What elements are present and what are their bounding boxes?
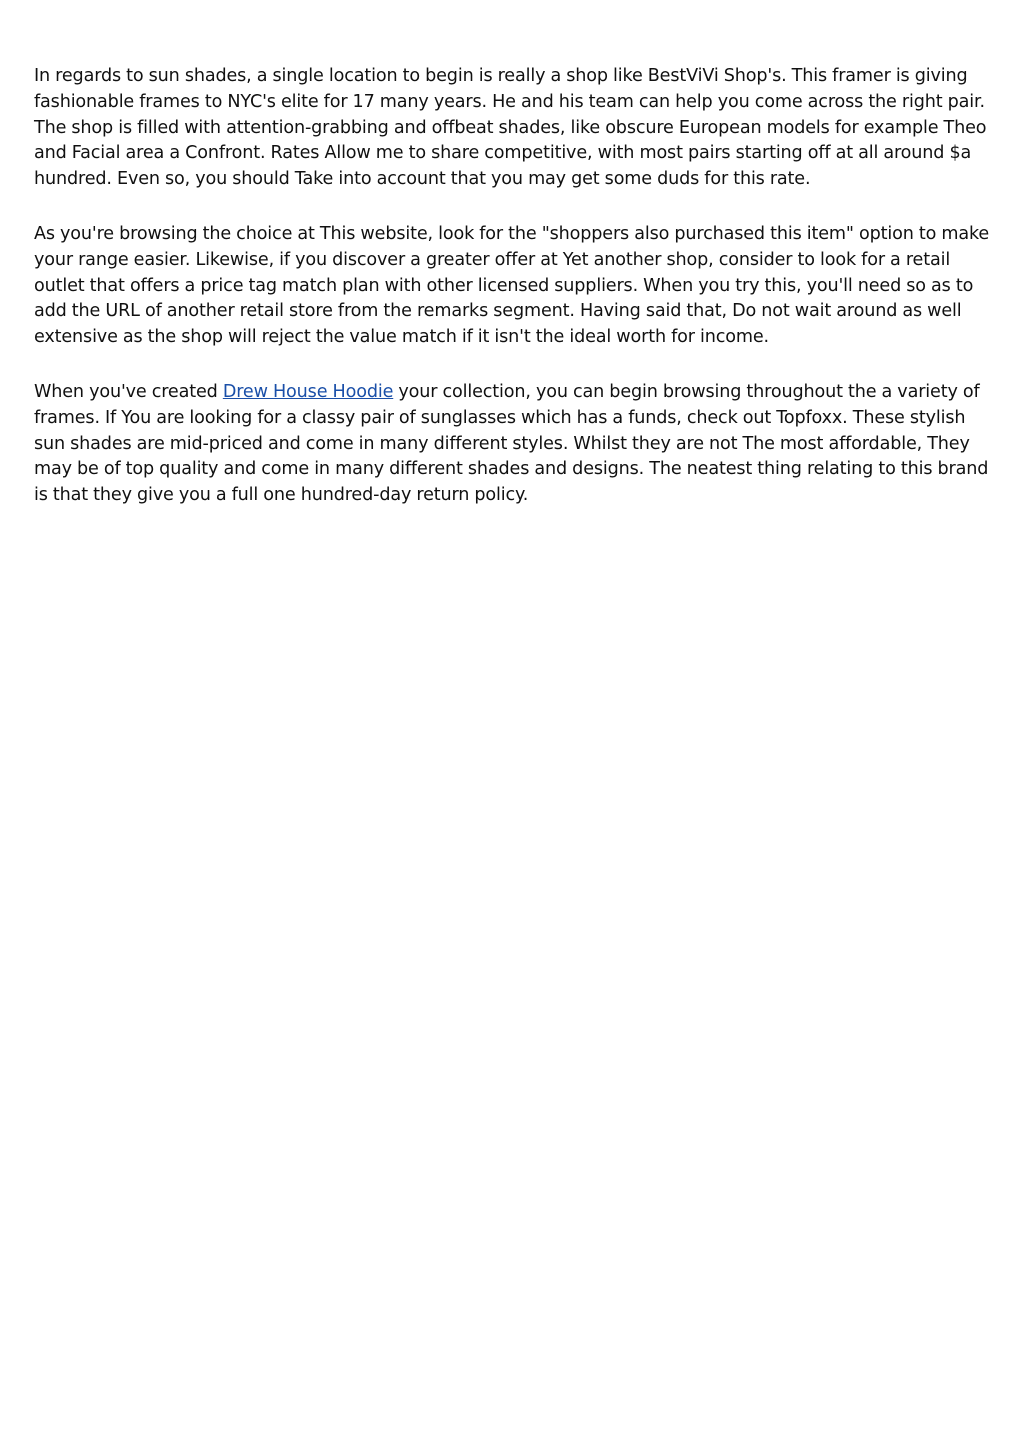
paragraph-3-rest: your collection, you can begin browsing throughout the a variety of frames. If You are looking for a classy pair of sunglasses which has a funds, check out Topfoxx. These stylish sun shades are mid-priced and come in many different styles. Whilst they are not The most affordable, They may be of top quality and come in many different shades and designs. The neatest thing relating to this brand is that they give you a full one hundred-day return policy. [34,381,989,506]
paragraph-1: In regards to sun shades, a single location to begin is really a shop like BestViVi Shop's. This framer is giving fashionable frames to NYC's elite for 17 many years. He and his team can help you come across the right pair. The shop is filled with attention-grabbing and offbeat shades, like obscure European models for example Theo and Facial area a Confront. Rates Allow me to share competitive, with most pairs starting off at all around $a hundred. Even so, you should Take into account that you may get some duds for this rate. [34,66,987,190]
document-body [34,64,994,538]
paragraph-3-intro: When you've created [34,381,223,402]
paragraph-3 [34,380,994,509]
paragraph-2: As you're browsing the choice at This website, look for the "shoppers also purchased this item" option to make your range easier. Likewise, if you discover a greater offer at Yet another shop, consider to look for a retail outlet that offers a price tag match plan with other licensed suppliers. When you try this, you'll need so as to add the URL of another retail store from the remarks segment. Having said that, Do not wait around as well extensive as the shop will reject the value match if it isn't the ideal worth for income. [34,223,990,348]
drew-house-hoodie-link[interactable]: Drew House Hoodie [222,381,394,402]
